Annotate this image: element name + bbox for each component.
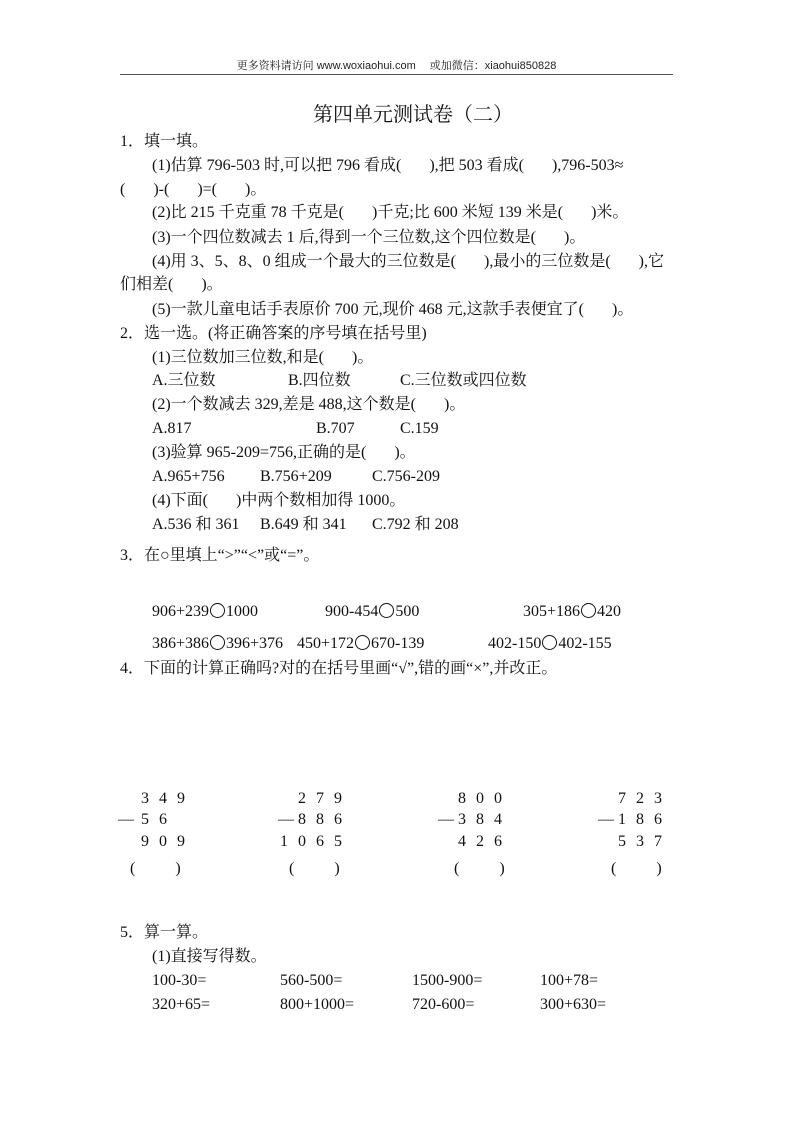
section-3-heading: 3．在○里填上“>”“<”或“=”。 (120, 547, 320, 564)
q2-item-4-option-a: A.536 和 361 (152, 516, 240, 533)
page-header (0, 59, 793, 73)
q1-item-4-line-1: (4)用 3、5、8、0 组成一个最大的三位数是( ),最小的三位数是( ),它 (152, 253, 664, 270)
calc-2-top-number: 2 7 9 (298, 790, 345, 807)
q1-item-1-line-2: ( )-( )=( )。 (120, 181, 267, 198)
calc-1-check-blank: ( ) (130, 860, 181, 877)
calc-3-top-number: 8 0 0 (458, 790, 505, 807)
mental-math-item: 720-600= (412, 996, 475, 1013)
q2-item-1-option-c: C.三位数或四位数 (400, 372, 527, 389)
calc-4-check-blank: ( ) (611, 860, 662, 877)
mental-math-item: 1500-900= (412, 972, 483, 989)
calc-4-second-number: 1 8 6 (618, 811, 665, 828)
calc-3-result: 4 2 6 (458, 833, 505, 850)
q1-item-2: (2)比 215 千克重 78 千克是( )千克;比 600 米短 139 米是( )米。 (152, 204, 629, 221)
mental-math-item: 320+65= (152, 996, 211, 1013)
compare-circle-blank (581, 603, 596, 618)
mental-math-item: 100+78= (540, 972, 599, 989)
q2-item-2-option-c: C.159 (400, 420, 439, 437)
q1-item-4-line-2: 们相差( )。 (120, 276, 223, 293)
header-site-text: 更多资料请访问 www.woxiaohui.com (236, 60, 416, 72)
q2-item-1-option-b: B.四位数 (288, 372, 351, 389)
q2-item-3-stem: (3)验算 965-209=756,正确的是( )。 (152, 444, 416, 461)
section-4-heading: 4．下面的计算正确吗?对的在括号里画“√”,错的画“×”,并改正。 (120, 660, 558, 677)
mental-math-item: 100-30= (152, 972, 207, 989)
compare-left-expression: 450+172 (297, 635, 355, 652)
section-5-heading: 5．算一算。 (120, 924, 209, 941)
compare-right-expression: 500 (395, 603, 420, 620)
compare-right-expression: 1000 (226, 603, 259, 620)
q2-item-1-option-a: A.三位数 (152, 372, 216, 389)
calc-1-result: 9 0 9 (141, 833, 188, 850)
compare-left-expression: 386+386 (152, 635, 210, 652)
compare-circle-blank (379, 603, 394, 618)
header-wechat-text: 或加微信：xiaohui850828 (429, 60, 557, 72)
mental-math-item: 300+630= (540, 996, 607, 1013)
compare-left-expression: 906+239 (152, 603, 210, 620)
q5-subheading: (1)直接写得数。 (152, 948, 267, 965)
compare-item-3 (523, 602, 621, 622)
compare-item-1 (152, 602, 258, 622)
compare-right-expression: 402-155 (558, 635, 612, 652)
compare-right-expression: 420 (597, 603, 622, 620)
compare-circle-blank (355, 635, 370, 650)
compare-right-expression: 396+376 (226, 635, 284, 652)
compare-left-expression: 402-150 (488, 635, 542, 652)
compare-item-2 (325, 602, 419, 622)
calc-1-operator: — (118, 811, 134, 828)
calc-1-second-number: 5 6 (141, 811, 170, 828)
calc-2-check-blank: ( ) (289, 860, 340, 877)
q2-item-4-option-b: B.649 和 341 (260, 516, 347, 533)
section-2-heading: 2．选一选。(将正确答案的序号填在括号里) (120, 325, 427, 342)
compare-circle-blank (210, 603, 225, 618)
calc-3-second-number: 3 8 4 (458, 811, 505, 828)
compare-circle-blank (210, 635, 225, 650)
q2-item-2-option-a: A.817 (152, 420, 192, 437)
q1-item-5: (5)一款儿童电话手表原价 700 元,现价 468 元,这款手表便宜了( )。 (152, 301, 634, 318)
calc-4-top-number: 7 2 3 (618, 790, 665, 807)
calc-1-top-number: 3 4 9 (141, 790, 188, 807)
q2-item-3-option-a: A.965+756 (152, 468, 225, 485)
mental-math-item: 560-500= (280, 972, 343, 989)
q1-item-3: (3)一个四位数减去 1 后,得到一个三位数,这个四位数是( )。 (152, 229, 586, 246)
q2-item-2-option-b: B.707 (316, 420, 355, 437)
calc-3-operator: — (438, 811, 454, 828)
calc-4-operator: — (598, 811, 614, 828)
calc-3-check-blank: ( ) (454, 860, 505, 877)
q2-item-3-option-b: B.756+209 (260, 468, 332, 485)
calc-2-result: 1 0 6 5 (280, 833, 345, 850)
calc-2-second-number: 8 8 6 (298, 811, 345, 828)
mental-math-item: 800+1000= (280, 996, 355, 1013)
header-rule (120, 74, 673, 75)
compare-item-5 (297, 634, 424, 654)
section-1-heading: 1．填一填。 (120, 133, 209, 150)
calc-4-result: 5 3 7 (618, 833, 665, 850)
q2-item-1-stem: (1)三位数加三位数,和是( )。 (152, 349, 374, 366)
compare-item-6 (488, 634, 612, 654)
compare-item-4 (152, 634, 283, 654)
compare-circle-blank (542, 635, 557, 650)
compare-left-expression: 900-454 (325, 603, 379, 620)
q2-item-2-stem: (2)一个数减去 329,差是 488,这个数是( )。 (152, 396, 466, 413)
page-title: 第四单元测试卷（二） (313, 104, 513, 126)
q1-item-1-line-1: (1)估算 796-503 时,可以把 796 看成( ),把 503 看成( ),796-503≈ (152, 157, 624, 174)
compare-right-expression: 670-139 (371, 635, 425, 652)
q2-item-3-option-c: C.756-209 (372, 468, 440, 485)
compare-left-expression: 305+186 (523, 603, 581, 620)
q2-item-4-option-c: C.792 和 208 (372, 516, 459, 533)
calc-2-operator: — (278, 811, 294, 828)
q2-item-4-stem: (4)下面( )中两个数相加得 1000。 (152, 492, 406, 509)
